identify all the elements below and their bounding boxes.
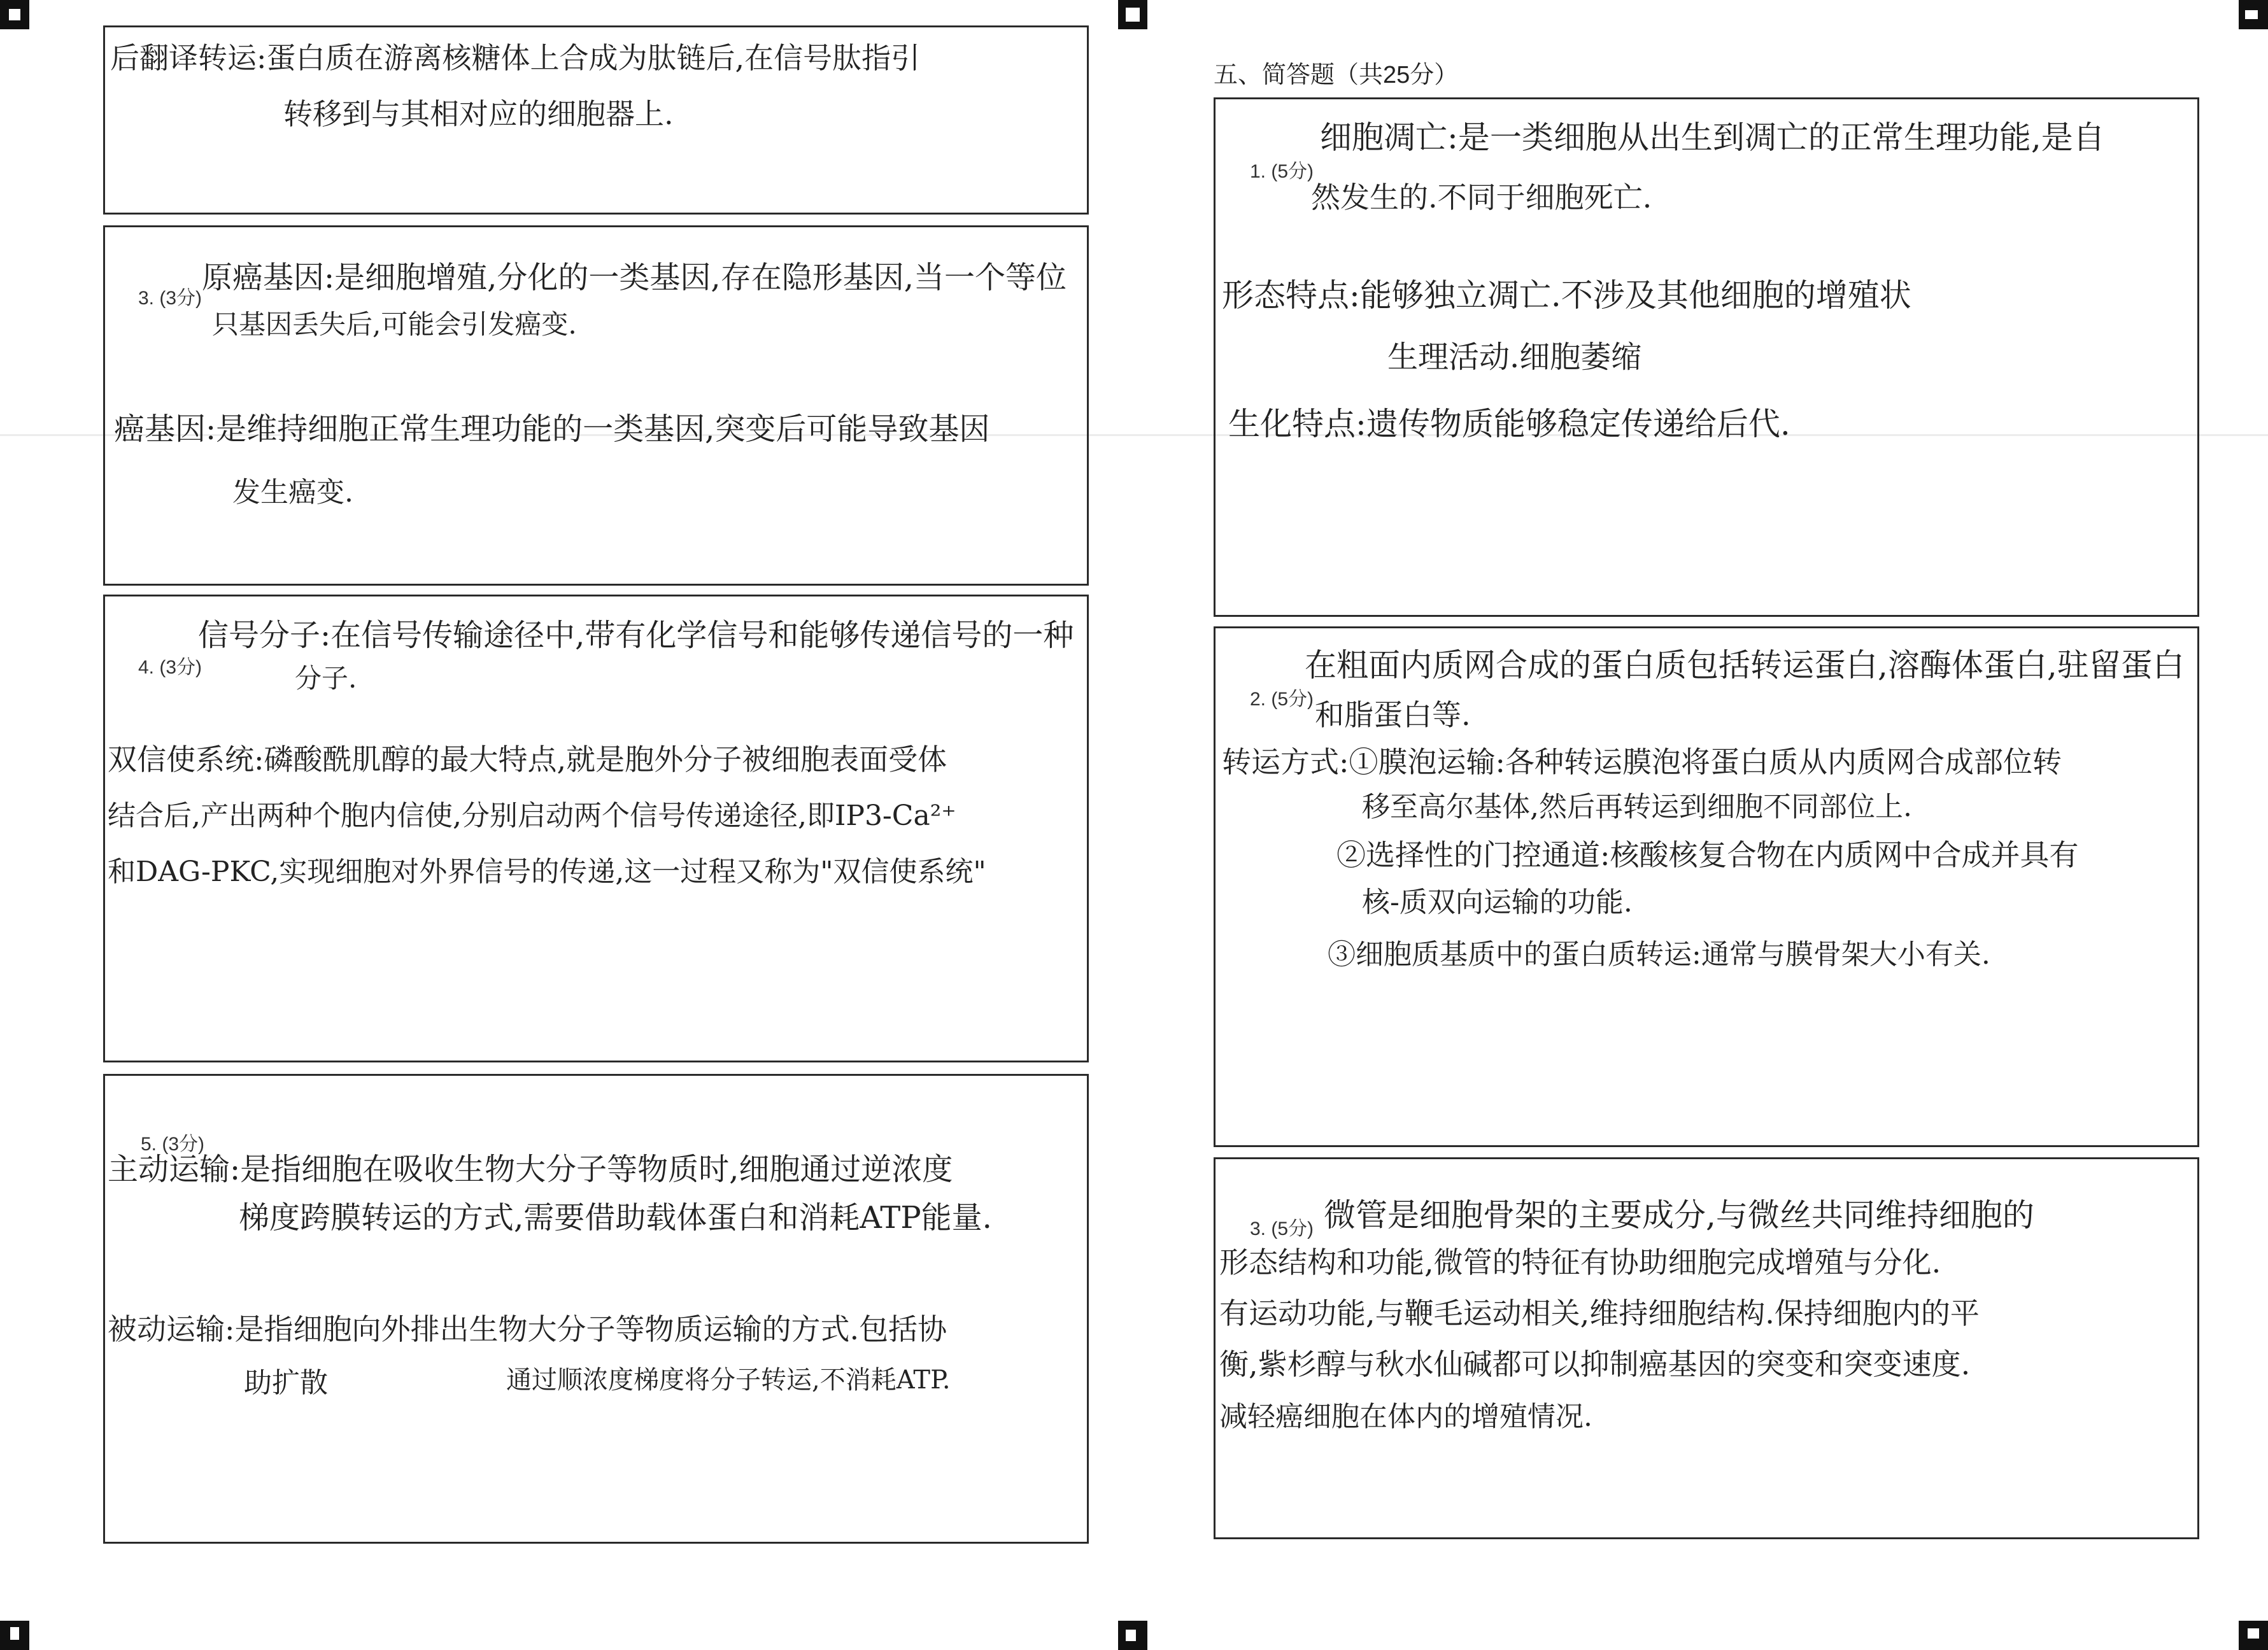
- handwritten-line: 转运方式:①膜泡运输:各种转运膜泡将蛋白质从内质网合成部位转: [1222, 745, 2062, 779]
- handwritten-line: 只基因丢失后,可能会引发癌变.: [212, 309, 577, 340]
- handwritten-line: 后翻译转运:蛋白质在游离核糖体上合成为肽链后,在信号肽指引: [110, 41, 921, 75]
- handwritten-line: 形态特点:能够独立凋亡.不涉及其他细胞的增殖状: [1222, 277, 1911, 314]
- handwritten-line: 发生癌变.: [232, 476, 353, 509]
- handwritten-line: 信号分子:在信号传输途径中,带有化学信号和能够传递信号的一种: [198, 617, 1074, 653]
- handwritten-line: 和DAG-PKC,实现细胞对外界信号的传递,这一过程又称为"双信使系统": [108, 856, 986, 888]
- handwritten-line: 有运动功能,与鞭毛运动相关,维持细胞结构.保持细胞内的平: [1219, 1296, 1980, 1330]
- handwritten-line: 癌基因:是维持细胞正常生理功能的一类基因,突变后可能导致基因: [114, 411, 990, 447]
- handwritten-line: 形态结构和功能,微管的特征有协助细胞完成增殖与分化.: [1219, 1245, 1941, 1280]
- question-number: 3. (3分): [138, 288, 202, 309]
- handwritten-line: 主动运输:是指细胞在吸收生物大分子等物质时,细胞通过逆浓度: [108, 1152, 953, 1187]
- answer-box-r-q3: [1214, 1157, 2199, 1539]
- handwritten-line: 减轻癌细胞在体内的增殖情况.: [1219, 1400, 1592, 1433]
- alignment-marker-bottom-center: [1118, 1621, 1147, 1650]
- handwritten-line: 然发生的.不同于细胞死亡.: [1311, 180, 1652, 215]
- answer-box-r-q2: [1214, 626, 2199, 1147]
- handwritten-line: 移至高尔基体,然后再转运到细胞不同部位上.: [1362, 791, 1912, 823]
- alignment-marker-top-right: [2239, 0, 2268, 29]
- alignment-marker-top-left: [0, 0, 29, 29]
- answer-box-q3: [103, 225, 1089, 586]
- handwritten-line: 梯度跨膜转运的方式,需要借助载体蛋白和消耗ATP能量.: [239, 1200, 992, 1236]
- handwritten-line: 结合后,产出两种个胞内信使,分别启动两个信号传递途径,即IP3-Ca²⁺: [108, 800, 956, 832]
- answer-box-q4: [103, 595, 1089, 1062]
- alignment-marker-top-center: [1118, 0, 1147, 29]
- question-number: 3. (5分): [1250, 1218, 1314, 1239]
- handwritten-line: 衡,紫杉醇与秋水仙碱都可以抑制癌基因的突变和突变速度.: [1219, 1347, 1971, 1381]
- alignment-marker-bottom-left: [0, 1621, 29, 1650]
- question-number: 5. (3分): [141, 1134, 205, 1155]
- question-number: 4. (3分): [138, 657, 202, 678]
- handwritten-line: 和脂蛋白等.: [1315, 698, 1471, 732]
- handwritten-line: 分子.: [295, 663, 357, 694]
- handwritten-line: 助扩散: [244, 1367, 328, 1399]
- handwritten-line: 通过顺浓度梯度将分子转运,不消耗ATP.: [506, 1365, 951, 1395]
- handwritten-line: ③细胞质基质中的蛋白质转运:通常与膜骨架大小有关.: [1328, 938, 1990, 971]
- handwritten-line: ②选择性的门控通道:核酸核复合物在内质网中合成并具有: [1336, 838, 2079, 872]
- answer-box-r-q1: [1214, 97, 2199, 617]
- answer-box-q2-tail: [103, 25, 1089, 215]
- handwritten-line: 被动运输:是指细胞向外排出生物大分子等物质运输的方式.包括协: [108, 1312, 947, 1346]
- handwritten-line: 转移到与其相对应的细胞器上.: [283, 97, 674, 131]
- question-number: 2. (5分): [1250, 689, 1314, 710]
- handwritten-line: 细胞凋亡:是一类细胞从出生到凋亡的正常生理功能,是自: [1320, 119, 2105, 156]
- handwritten-line: 核-质双向运输的功能.: [1362, 886, 1633, 919]
- question-number: 1. (5分): [1250, 161, 1314, 182]
- alignment-marker-bottom-right: [2239, 1621, 2268, 1650]
- handwritten-line: 生理活动.细胞萎缩: [1387, 339, 1642, 375]
- handwritten-line: 原癌基因:是细胞增殖,分化的一类基因,存在隐形基因,当一个等位: [202, 260, 1067, 295]
- handwritten-line: 在粗面内质网合成的蛋白质包括转运蛋白,溶酶体蛋白,驻留蛋白: [1305, 647, 2185, 684]
- handwritten-line: 双信使系统:磷酸酰肌醇的最大特点,就是胞外分子被细胞表面受体: [108, 742, 947, 777]
- answer-box-q5: [103, 1074, 1089, 1544]
- section-title: 五、简答题（共25分）: [1214, 62, 1459, 88]
- handwritten-line: 微管是细胞骨架的主要成分,与微丝共同维持细胞的: [1324, 1197, 2034, 1234]
- handwritten-line: 生化特点:遗传物质能够稳定传递给后代.: [1228, 405, 1790, 442]
